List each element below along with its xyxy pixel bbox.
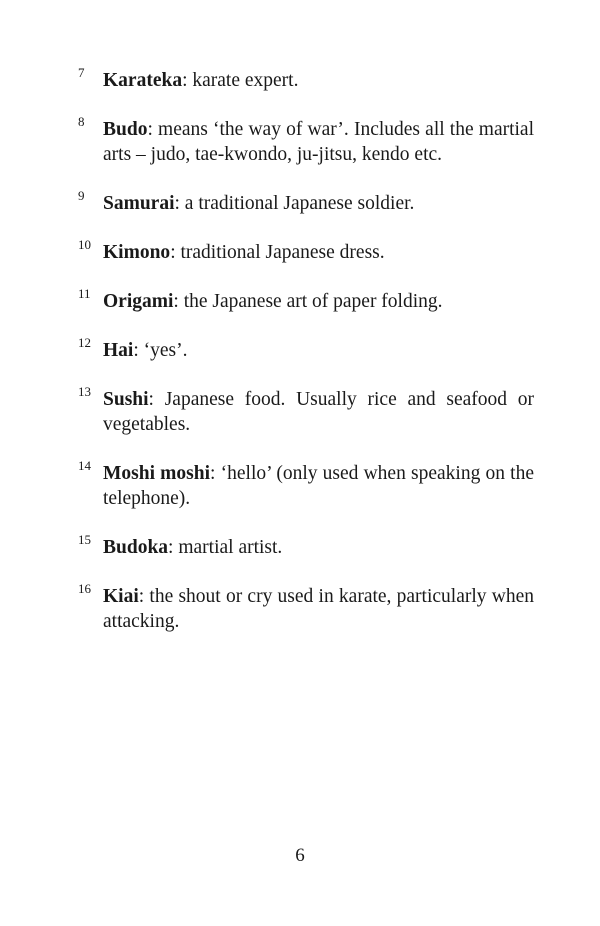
footnote-number: 13 bbox=[78, 384, 91, 399]
footnote-number: 9 bbox=[78, 188, 85, 203]
entry-term: Samurai bbox=[103, 193, 175, 214]
entry-definition: : ‘hello’ (only used when speaking on the telephone). bbox=[103, 463, 534, 509]
entry-term: Budo bbox=[103, 119, 148, 140]
entry-text bbox=[103, 387, 534, 437]
entry-definition: : the Japanese art of paper folding. bbox=[173, 291, 443, 312]
entry-definition: : traditional Japanese dress. bbox=[170, 242, 385, 263]
footnote-number: 15 bbox=[78, 532, 91, 547]
entry-text bbox=[103, 117, 534, 167]
entry-text bbox=[103, 461, 534, 511]
footnote-number: 7 bbox=[78, 65, 85, 80]
entry-text bbox=[103, 191, 534, 216]
entry-term: Kiai bbox=[103, 586, 139, 607]
entry-definition: : Japanese food. Usually rice and seafood or vegetables. bbox=[103, 389, 534, 435]
entry-text bbox=[103, 68, 534, 93]
footnote-number: 11 bbox=[78, 286, 91, 301]
footnote-number: 16 bbox=[78, 581, 91, 596]
entry-term: Budoka bbox=[103, 537, 169, 558]
footnote-number: 12 bbox=[78, 335, 91, 350]
entry-term: Sushi bbox=[103, 389, 149, 410]
entry-term: Moshi moshi bbox=[103, 463, 211, 484]
entry-text bbox=[103, 240, 534, 265]
footnote-number: 10 bbox=[78, 237, 91, 252]
entry-term: Hai bbox=[103, 340, 134, 361]
entry-text bbox=[103, 535, 534, 560]
entry-text bbox=[103, 338, 534, 363]
entry-definition: : the shout or cry used in karate, particularly when attacking. bbox=[103, 586, 534, 632]
entry-term: Origami bbox=[103, 291, 174, 312]
entry-term: Karateka bbox=[103, 70, 183, 91]
entry-text bbox=[103, 289, 534, 314]
entry-term: Kimono bbox=[103, 242, 171, 263]
page-number: 6 bbox=[295, 845, 305, 866]
entry-definition: : means ‘the way of war’. Includes all the martial arts – judo, tae-kwondo, ju-jitsu, kendo etc. bbox=[103, 119, 534, 165]
footnote-number: 14 bbox=[78, 458, 91, 473]
entry-definition: : a traditional Japanese soldier. bbox=[174, 193, 415, 214]
entry-text bbox=[103, 584, 534, 634]
entry-definition: : karate expert. bbox=[182, 70, 299, 91]
entry-definition: : ‘yes’. bbox=[133, 340, 188, 361]
footnote-number: 8 bbox=[78, 114, 85, 129]
entry-definition: : martial artist. bbox=[168, 537, 283, 558]
